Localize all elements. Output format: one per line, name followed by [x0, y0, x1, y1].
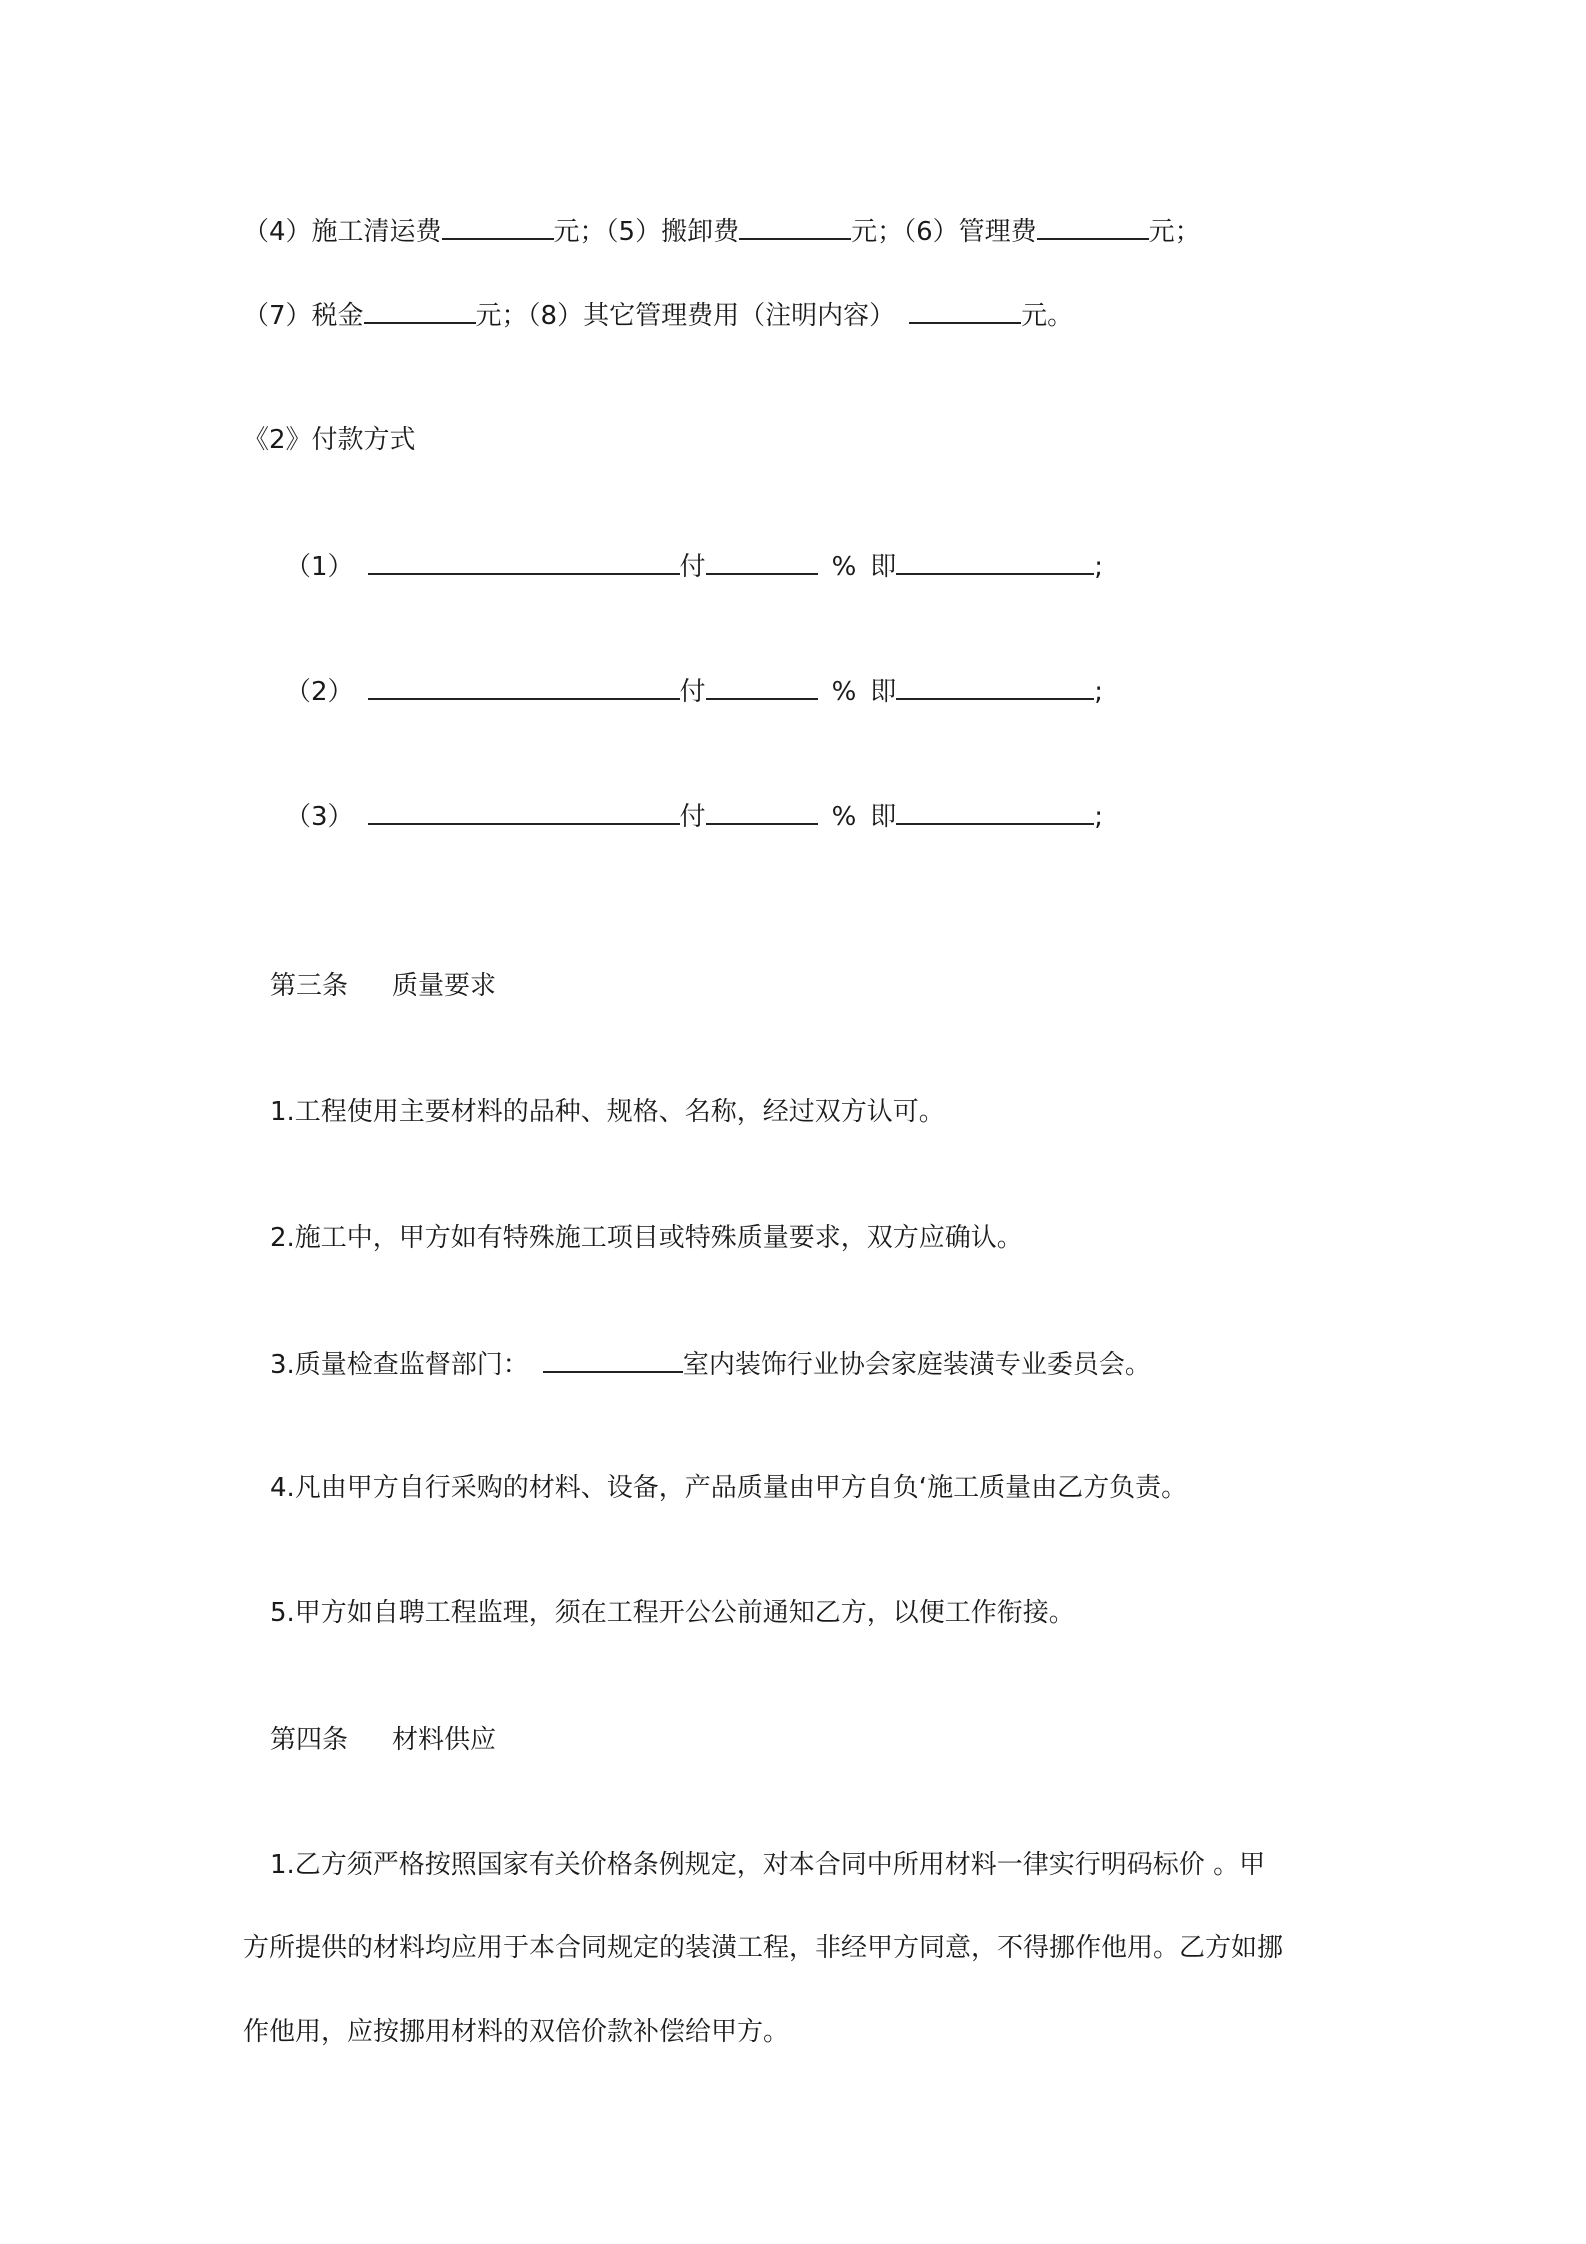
percent-sign: % — [831, 552, 857, 582]
fee-line-1 — [243, 210, 1201, 252]
payment-ji-label: 即 — [870, 677, 897, 707]
payment-amount-blank[interactable] — [896, 670, 1094, 700]
article-3-item-2: 2.施工中，甲方如有特殊施工项目或特殊质量要求，双方应确认。 — [270, 1223, 1023, 1253]
payment-row-end: ; — [1094, 677, 1104, 707]
article-3-item-3 — [270, 1343, 1151, 1385]
payment-pay-label: 付 — [679, 552, 706, 582]
fee-line-2 — [243, 294, 1073, 336]
payment-ji-label: 即 — [870, 552, 897, 582]
payment-row-number: （1） — [285, 552, 354, 582]
fee-5-blank[interactable] — [739, 210, 851, 240]
payment-percent-blank[interactable] — [706, 545, 818, 575]
fee-6-unit: 元； — [1148, 217, 1201, 247]
article-3-title: 质量要求 — [392, 971, 497, 1001]
fee-6-blank[interactable] — [1037, 210, 1149, 240]
article-4-heading — [270, 1720, 496, 1760]
payment-row-number: （2） — [285, 677, 354, 707]
payment-row — [285, 670, 1103, 712]
article-4-number: 第四条 — [270, 1725, 349, 1755]
payment-row-end: ; — [1094, 802, 1104, 832]
article-3-heading — [270, 966, 496, 1006]
fee-item-6-label: 元；（6）管理费 — [851, 217, 1037, 247]
fee-7-blank[interactable] — [364, 294, 476, 324]
payment-stage-blank[interactable] — [368, 670, 680, 700]
article-3-item-1: 1.工程使用主要材料的品种、规格、名称，经过双方认可。 — [270, 1097, 945, 1127]
fee-8-blank[interactable] — [909, 294, 1021, 324]
fee-item-8-label: 元；（8）其它管理费用（注明内容） — [475, 301, 896, 331]
payment-row-end: ; — [1094, 552, 1104, 582]
payment-stage-blank[interactable] — [368, 795, 680, 825]
payment-percent-blank[interactable] — [706, 670, 818, 700]
article-4-para-line-2: 方所提供的材料均应用于本合同规定的装潢工程，非经甲方同意，不得挪作他用。乙方如挪 — [243, 1933, 1284, 1963]
article-3-item-5: 5.甲方如自聘工程监理，须在工程开公公前通知乙方，以便工作衔接。 — [270, 1598, 1075, 1628]
article-3-item-4: 4.凡由甲方自行采购的材料、设备，产品质量由甲方自负‘施工质量由乙方负责。 — [270, 1473, 1188, 1503]
payment-row — [285, 545, 1103, 587]
payment-amount-blank[interactable] — [896, 545, 1094, 575]
inspection-dept-blank[interactable] — [543, 1343, 683, 1373]
article-3-item-3-label: 3.质量检查监督部门： — [270, 1350, 529, 1380]
article-3-item-3-suffix: 室内装饰行业协会家庭装潢专业委员会。 — [682, 1350, 1151, 1380]
payment-amount-blank[interactable] — [896, 795, 1094, 825]
payment-ji-label: 即 — [870, 802, 897, 832]
payment-pay-label: 付 — [679, 802, 706, 832]
payment-pay-label: 付 — [679, 677, 706, 707]
fee-item-5-label: 元；（5）搬卸费 — [553, 217, 740, 247]
fee-item-4-label: （4）施工清运费 — [243, 217, 442, 247]
percent-sign: % — [831, 677, 857, 707]
fee-item-7-label: （7）税金 — [243, 301, 364, 331]
article-4-para-line-3: 作他用，应按挪用材料的双倍价款补偿给甲方。 — [243, 2017, 790, 2047]
payment-row-number: （3） — [285, 802, 354, 832]
article-4-title: 材料供应 — [392, 1725, 497, 1755]
article-4-para-line-1: 1.乙方须严格按照国家有关价格条例规定，对本合同中所用材料一律实行明码标价 。甲 — [270, 1850, 1266, 1880]
percent-sign: % — [831, 802, 857, 832]
fee-4-blank[interactable] — [442, 210, 554, 240]
payment-row — [285, 795, 1103, 837]
article-3-number: 第三条 — [270, 971, 349, 1001]
payment-stage-blank[interactable] — [368, 545, 680, 575]
fee-8-unit: 元。 — [1021, 301, 1074, 331]
payment-percent-blank[interactable] — [706, 795, 818, 825]
payment-heading: 《2》付款方式 — [243, 425, 416, 455]
